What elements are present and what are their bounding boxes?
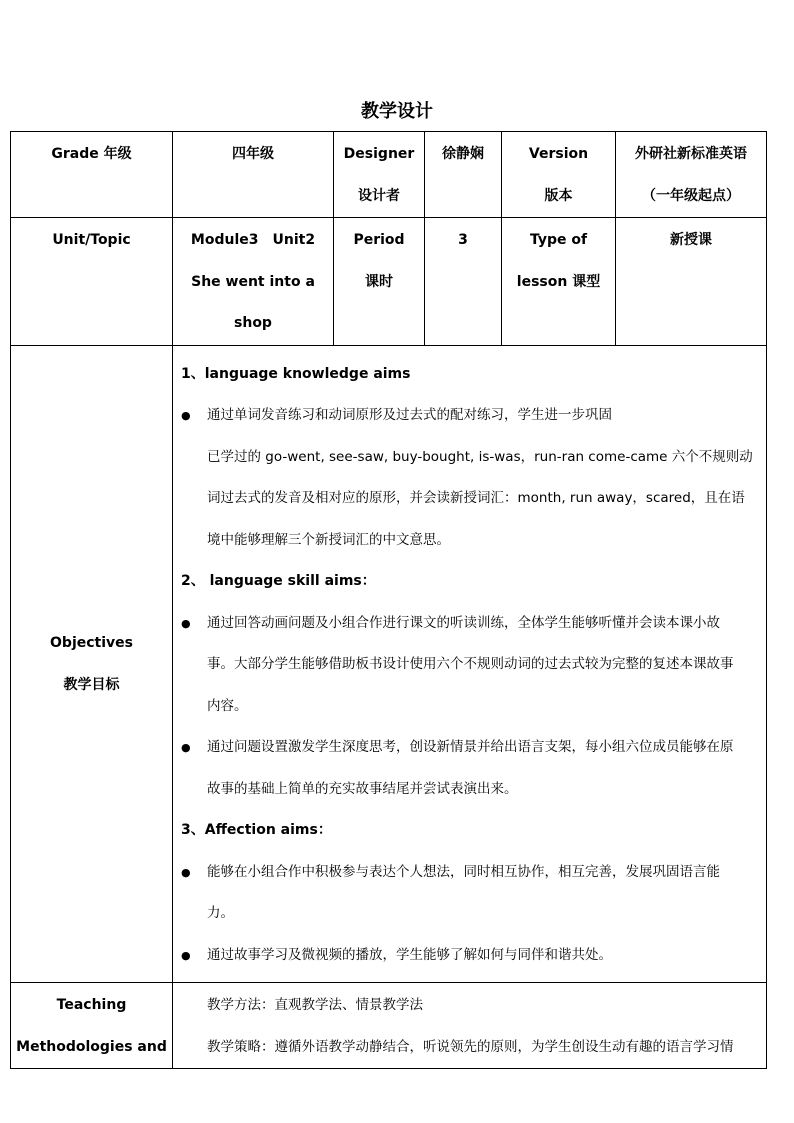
designer-value: 徐静娴 (442, 146, 484, 162)
period-label-zh: 课时 (365, 273, 393, 290)
version-label-cell (502, 132, 616, 218)
designer-label-en: Designer (343, 146, 415, 162)
objectives-label-cell (11, 345, 173, 983)
methods-label-2: Methodologies and (16, 1038, 167, 1055)
grade-label-cell (11, 132, 173, 218)
grade-label: Grade 年级 (51, 146, 132, 162)
grade-value-cell (173, 132, 334, 218)
version-label-en: Version (528, 146, 589, 162)
type-label-cell (502, 218, 616, 346)
period-value-cell (425, 218, 502, 346)
version-value-2: （一年级起点） (642, 187, 740, 204)
unit-label-cell (11, 218, 173, 346)
bullet-affection-2: ● 通过故事学习及微视频的播放，学生能够了解如何与同伴和谐共处。 (181, 935, 760, 977)
designer-label-cell (334, 132, 425, 218)
bullet-skill-1-line3: 内容。 (207, 697, 248, 714)
methods-line-2: 教学策略：遵循外语教学动静结合，听说领先的原则，为学生创设生动有趣的语言学习情 (207, 1038, 734, 1055)
type-label-2: lesson 课型 (516, 273, 601, 290)
unit-value-1: Module3 Unit2 (190, 232, 316, 248)
type-label-1: Type of (529, 232, 588, 248)
unit-label: Unit/Topic (52, 232, 131, 248)
period-value: 3 (458, 232, 468, 248)
bullet-knowledge-1-line3: 词过去式的发音及相对应的原形，并会读新授词汇：month, run away，scared，且在语 (207, 490, 745, 506)
bullet-affection-1-line2: 力。 (207, 905, 234, 921)
bullet-knowledge-1-line2: 已学过的 go-went, see-saw, buy-bought, is-was，run-ran come-came 六个不规则动 (207, 448, 753, 465)
objectives-label-zh: 教学目标 (63, 676, 120, 693)
methods-label-1: Teaching (56, 997, 127, 1013)
type-value-cell (616, 218, 767, 346)
table-row-methods (11, 983, 767, 1069)
version-label-zh: 版本 (544, 187, 573, 204)
table-row-grade (11, 132, 767, 218)
methods-line-1: 教学方法：直观教学法、情景教学法 (207, 997, 423, 1013)
document-title: 教学设计 (361, 101, 433, 122)
bullet-skill-2-line2: 故事的基础上简单的充实故事结尾并尝试表演出来。 (207, 780, 518, 797)
table-row-objectives (11, 345, 767, 983)
unit-value-2: She went into a (191, 273, 315, 290)
bullet-knowledge-1: ● 通过单词发音练习和动词原形及过去式的配对练习，学生进一步巩固 (181, 395, 760, 437)
period-label-en: Period (353, 232, 405, 248)
designer-label-zh: 设计者 (358, 187, 400, 204)
bullet-knowledge-1-line4: 境中能够理解三个新授词汇的中文意思。 (207, 531, 450, 548)
version-value-cell (616, 132, 767, 218)
section-title-knowledge: 1、language knowledge aims (181, 365, 411, 382)
version-value-1: 外研社新标准英语 (635, 146, 747, 162)
section-title-skill: 2、 language skill aims： (181, 573, 376, 589)
unit-value-3: shop (234, 315, 272, 331)
section-title-affection: 3、Affection aims： (181, 822, 332, 838)
bullet-skill-2: ● 通过问题设置激发学生深度思考，创设新情景并给出语言支架，每小组六位成员能够在原 (181, 727, 760, 769)
methods-content-cell (173, 983, 767, 1069)
bullet-skill-1-line2: 事。大部分学生能够借助板书设计使用六个不规则动词的过去式较为完整的复述本课故事 (207, 656, 734, 672)
period-label-cell (334, 218, 425, 346)
table-row-unit (11, 218, 767, 346)
grade-value: 四年级 (232, 146, 274, 162)
objectives-label-en: Objectives (50, 635, 133, 652)
designer-value-cell (425, 132, 502, 218)
unit-value-cell (173, 218, 334, 346)
lesson-plan-table (10, 131, 767, 1069)
bullet-affection-1: ● 能够在小组合作中积极参与表达个人想法，同时相互协作，相互完善，发展巩固语言能 (181, 852, 760, 894)
type-value: 新授课 (670, 232, 712, 248)
methods-label-cell (11, 983, 173, 1069)
bullet-skill-1: ● 通过回答动画问题及小组合作进行课文的听读训练，全体学生能够听懂并会读本课小故 (181, 603, 760, 645)
objectives-content-cell (173, 345, 767, 983)
